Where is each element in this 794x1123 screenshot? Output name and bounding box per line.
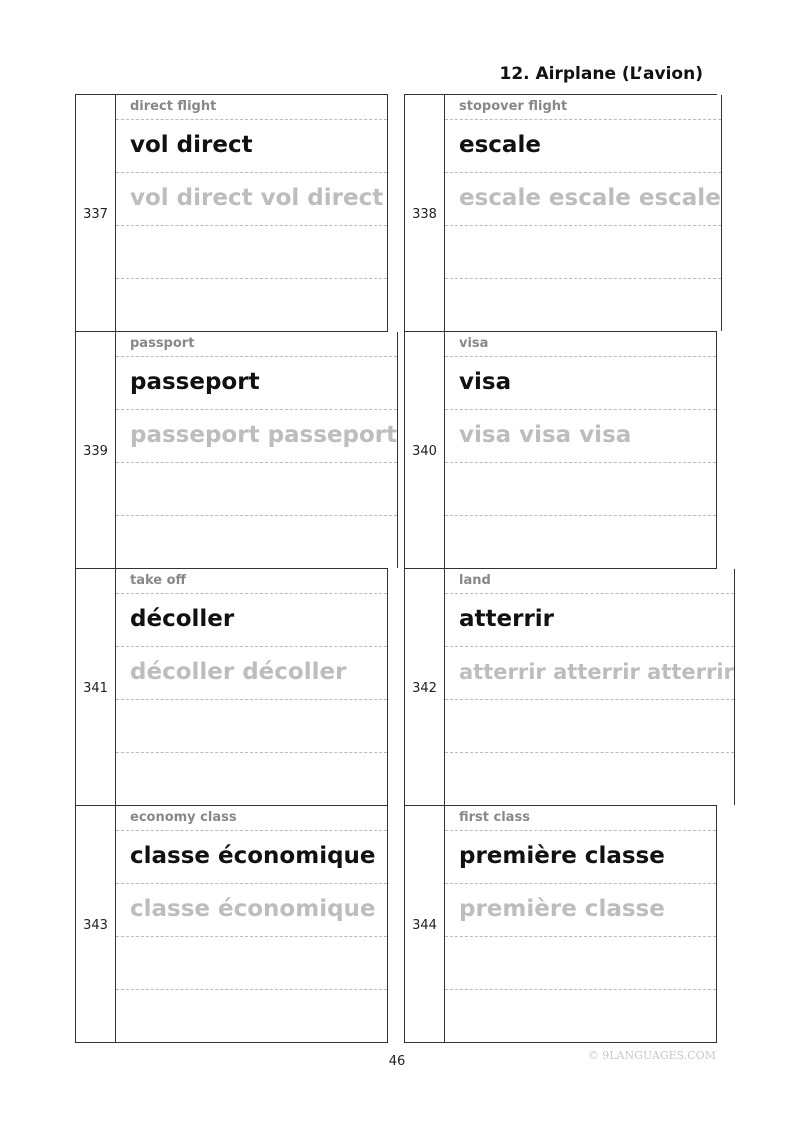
blank-writing-row (445, 700, 734, 753)
blank-writing-row (116, 516, 397, 569)
trace-text: atterrir atterrir atterrir (459, 660, 734, 684)
blank-writing-row (445, 990, 716, 1043)
number-cell (405, 95, 445, 331)
number-cell (76, 569, 116, 805)
word-row (445, 594, 734, 647)
card-content (445, 332, 717, 568)
entry-number: 338 (412, 207, 437, 222)
right-column (404, 94, 734, 1043)
trace-row (116, 884, 387, 937)
trace-row (116, 173, 387, 226)
entry-number: 337 (83, 207, 108, 222)
trace-text: classe économique (130, 896, 376, 922)
entry-number: 344 (412, 918, 437, 933)
english-label: take off (116, 569, 387, 594)
blank-writing-row (116, 463, 397, 516)
card-content (116, 95, 388, 331)
blank-writing-row (116, 226, 387, 279)
french-word: visa (459, 369, 512, 395)
page-number: 46 (388, 1054, 406, 1069)
trace-row (445, 647, 734, 700)
word-row (116, 831, 387, 884)
french-word: première classe (459, 843, 665, 869)
english-label: first class (445, 806, 716, 831)
number-cell (76, 332, 116, 568)
french-word: décoller (130, 606, 235, 632)
copyright-notice: © 9LANGUAGES.COM (587, 1049, 716, 1062)
card-content (445, 569, 735, 805)
trace-text: passeport passeport (130, 422, 398, 448)
blank-writing-row (116, 937, 387, 990)
entry-number: 339 (83, 444, 108, 459)
word-row (445, 120, 721, 173)
blank-writing-row (116, 990, 387, 1043)
english-label: direct flight (116, 95, 387, 120)
blank-writing-row (445, 516, 716, 569)
entry-number: 343 (83, 918, 108, 933)
vocab-card (404, 568, 734, 805)
vocab-card (75, 805, 388, 1042)
entry-number: 341 (83, 681, 108, 696)
english-label: passport (116, 332, 397, 357)
blank-writing-row (445, 753, 734, 806)
french-word: vol direct (130, 132, 253, 158)
trace-text: vol direct vol direct (130, 185, 384, 211)
english-label: visa (445, 332, 716, 357)
vocab-card (404, 94, 721, 331)
trace-row (116, 410, 397, 463)
trace-row (445, 173, 721, 226)
left-column (75, 94, 398, 1043)
blank-writing-row (445, 463, 716, 516)
blank-writing-row (116, 700, 387, 753)
trace-text: escale escale escale (459, 185, 721, 211)
trace-row (116, 647, 387, 700)
number-cell (76, 806, 116, 1042)
english-label: land (445, 569, 734, 594)
vocab-card (404, 805, 717, 1042)
vocab-card (75, 94, 388, 331)
blank-writing-row (445, 226, 721, 279)
page-title: 12. Airplane (L’avion) (499, 64, 703, 84)
number-cell (76, 95, 116, 331)
french-word: escale (459, 132, 541, 158)
french-word: atterrir (459, 606, 555, 632)
number-cell (405, 806, 445, 1042)
number-cell (405, 569, 445, 805)
card-content (445, 95, 722, 331)
card-content (116, 806, 388, 1042)
word-row (445, 357, 716, 410)
word-row (116, 594, 387, 647)
vocab-card (404, 331, 717, 568)
french-word: passeport (130, 369, 260, 395)
trace-row (445, 884, 716, 937)
entry-number: 340 (412, 444, 437, 459)
trace-text: décoller décoller (130, 659, 347, 685)
blank-writing-row (445, 937, 716, 990)
number-cell (405, 332, 445, 568)
english-label: economy class (116, 806, 387, 831)
trace-row (445, 410, 716, 463)
vocab-card (75, 568, 388, 805)
english-label: stopover flight (445, 95, 721, 120)
card-content (116, 332, 398, 568)
blank-writing-row (116, 279, 387, 332)
blank-writing-row (116, 753, 387, 806)
word-row (116, 357, 397, 410)
word-row (116, 120, 387, 173)
trace-text: visa visa visa (459, 422, 632, 448)
card-content (116, 569, 388, 805)
vocab-card (75, 331, 398, 568)
entry-number: 342 (412, 681, 437, 696)
word-row (445, 831, 716, 884)
trace-text: première classe (459, 896, 665, 922)
card-content (445, 806, 717, 1042)
french-word: classe économique (130, 843, 376, 869)
blank-writing-row (445, 279, 721, 332)
